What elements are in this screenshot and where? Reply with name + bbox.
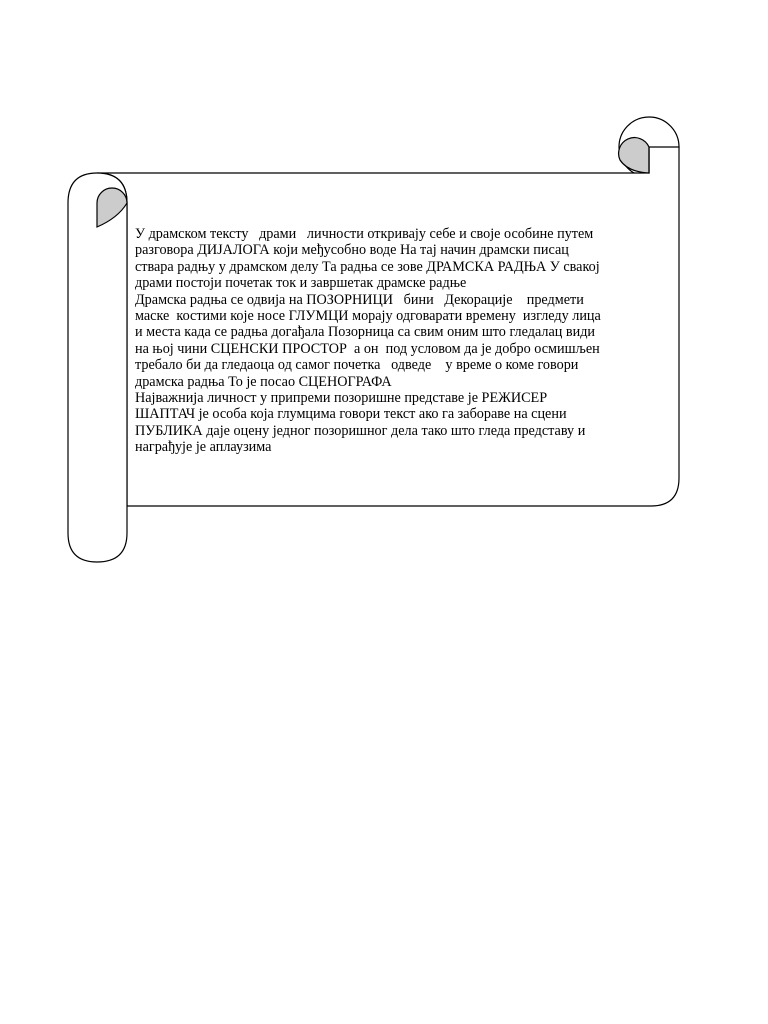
text-line: Најважнија личност у припреми позоришне представе је РЕЖИСЕР	[135, 390, 548, 407]
text-line: маске костими које носе ГЛУМЦИ морају одговарати времену изгледу лица	[135, 308, 601, 325]
text-line: ШАПТАЧ је особа која глумцима говори текст ако га забораве на сцени	[135, 406, 567, 423]
scroll-left-roll	[68, 173, 127, 562]
text-line: разговора ДИЈАЛОГА који међусобно воде На тај начин драмски писац	[135, 242, 569, 259]
text-line: У драмском тексту драми личности откривају себе и своје особине путем	[135, 226, 594, 242]
text-line: драмска радња То је посао СЦЕНОГРАФА	[135, 373, 392, 390]
scroll-top-curl-inner	[619, 138, 649, 173]
text-line: требало би да гледаоца од самог почетка одведе у време о коме говори	[135, 357, 579, 374]
text-line: ствара радњу у драмском делу Та радња се зове ДРАМСКА РАДЊА У свакој	[135, 258, 600, 275]
text-line: ПУБЛИКА даје оцену једног позоришног дела тако што гледа представу и	[135, 422, 586, 439]
text-line: и места када се радња догађала Позорница са свим оним што гледалац види	[135, 324, 595, 341]
scroll-text	[135, 226, 655, 456]
text-line: награђује је аплаузима	[135, 439, 272, 456]
text-line: на њој чини СЦЕНСКИ ПРОСТОР а он под условом да је добро осмишљен	[135, 340, 600, 357]
text-line: драми постоји почетак ток и завршетак драмске радње	[135, 275, 467, 292]
text-line: Драмска радња се одвија на ПОЗОРНИЦИ бини Декорације предмети	[135, 291, 584, 308]
